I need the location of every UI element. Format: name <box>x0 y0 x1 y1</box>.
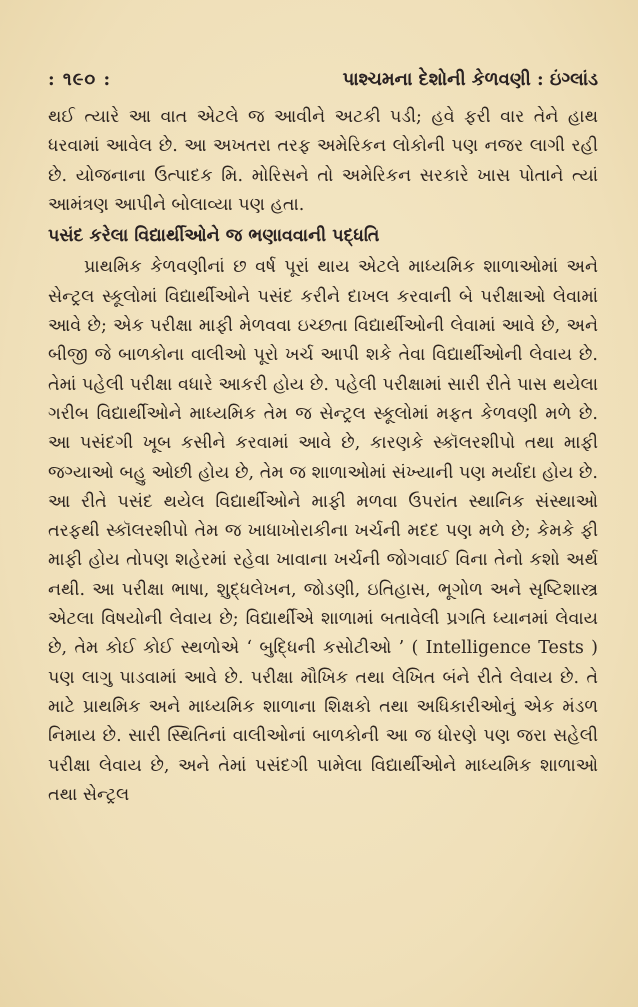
running-header <box>48 64 598 94</box>
page-number: : ૧૯૦ : <box>48 68 112 90</box>
running-title: પાશ્ચમના દેશોની કેળવણી : ઇંગ્લાંડ <box>342 68 598 90</box>
paragraph-main: પ્રાથમિક કેળવણીનાં છ વર્ષ પૂરાં થાય એટલે માધ્યમિક શાળાઓમાં અને સેન્ટ્રલ સ્કૂલોમાં વિદ્યાર્થીઓને પસંદ કરીને દાખલ કરવાની બે પરીક્ષાઓ લેવામાં આવે છે; એક પરીક્ષા માફી મેળવવા ઇચ્છતા વિદ્યાર્થીઓની લેવામાં આવે છે, અને બીજી જે બાળકોના વાલીઓ પૂરો ખર્ચ આપી શકે તેવા વિદ્યાર્થીઓની લેવાય છે. તેમાં પહેલી પરીક્ષા વધારે આકરી હોય છે. પહેલી પરીક્ષામાં સારી રીતે પાસ થયેલા ગરીબ વિદ્યાર્થીઓને માધ્યમિક તેમ જ સેન્ટ્રલ સ્કૂલોમાં મફત કેળવણી મળે છે. આ પસંદગી ખૂબ કસીને કરવામાં આવે છે, કારણકે સ્કૉલરશીપો તથા માફી જગ્યાઓ બહુ ઓછી હોય છે, તેમ જ શાળાઓમાં સંખ્યાની પણ મર્યાદા હોય છે. આ રીતે પસંદ થયેલ વિદ્યાર્થીઓને માફી મળવા ઉપરાંત સ્થાનિક સંસ્થાઓ તરફથી સ્કૉલરશીપો તેમ જ ખાધાખોરાકીના ખર્ચની મદદ પણ મળે છે; કેમકે ફી માફી હોય તોપણ શહેરમાં રહેવા ખાવાના ખર્ચની જોગવાઈ વિના તેનો કશો અર્થ નથી. આ પરીક્ષા ભાષા, શુદ્ધલેખન, જોડણી, ઇતિહાસ, ભૂગોળ અને સૃષ્ટિશાસ્ત્ર એટલા વિષયોની લેવાય છે; વિદ્યાર્થીએ શાળામાં બતાવેલી પ્રગતિ ધ્યાનમાં લેવાય છે, તેમ કોઈ કોઈ સ્થળોએ ‘ બુદ્ધિની કસોટીઓ ’ ( Intelligence Tests ) પણ લાગુ પાડવામાં આવે છે. પરીક્ષા મૌખિક તથા લેખિત બંને રીતે લેવાય છે. તે માટે પ્રાથમિક અને માધ્યમિક શાળાના શિક્ષકો તથા અધિકારીઓનું એક મંડળ નિમાય છે. સારી સ્થિતિનાં વાલીઓનાં બાળકોની આ જ ધોરણે પણ જરા સહેલી પરીક્ષા લેવાય છે, અને તેમાં પસંદગી પામેલા વિદ્યાર્થીઓને માધ્યમિક શાળાઓ તથા સેન્ટ્રલ <box>48 257 598 805</box>
body-text <box>48 103 598 810</box>
paragraph-continuation: થઈ ત્યારે આ વાત એટલે જ આવીને અટકી પડી; હવે ફરી વાર તેને હાથ ધરવામાં આવેલ છે. આ અખતરા તરફ અમેરિકન લોકોની પણ નજર લાગી રહી છે. યોજનાના ઉત્પાદક મિ. મોરિસને તો અમેરિકન સરકારે ખાસ પોતાને ત્યાં આમંત્રણ આપીને બોલાવ્યા પણ હતા. <box>48 107 598 215</box>
section-heading: પસંદ કરેલા વિદ્યાર્થીઓને જ ભણાવવાની પદ્ધતિ <box>48 226 380 247</box>
